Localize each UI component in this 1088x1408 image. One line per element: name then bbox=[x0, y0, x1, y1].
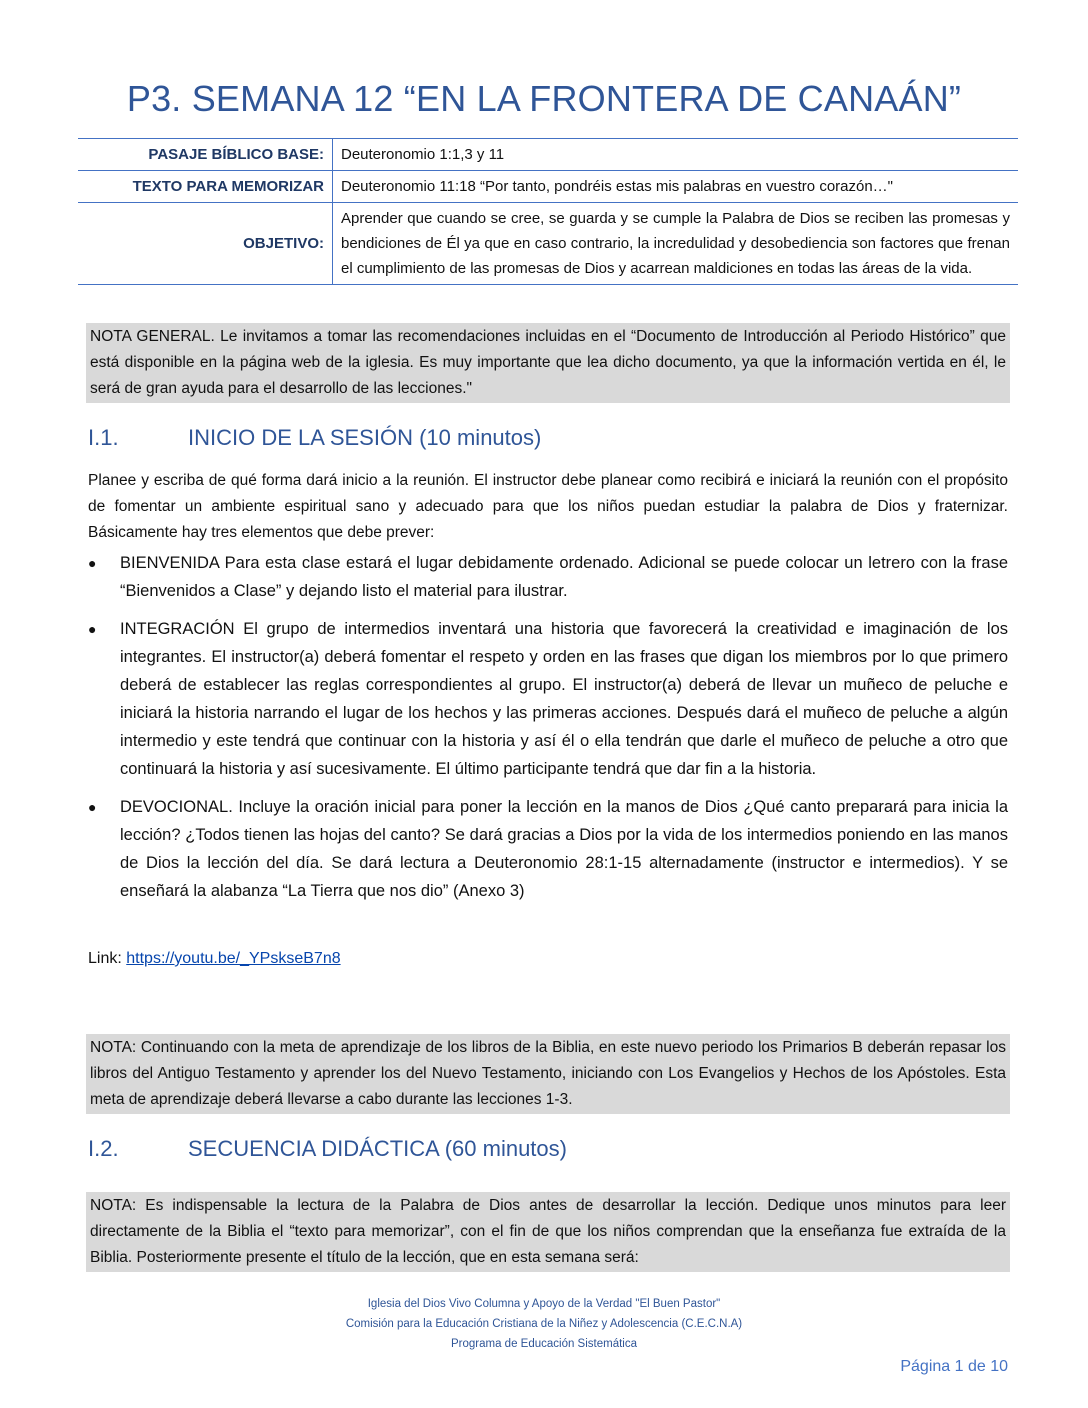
list-item bbox=[88, 615, 1008, 783]
section-intro: Planee y escriba de qué forma dará inicio a la reunión. El instructor debe planear como recibirá e iniciará la reunión con el propósito de fomentar un ambiente espiritual sano y adecuado para que los niños puedan estudiar la palabra de Dios y fraternizar. Básicamente hay tres elementos que debe prever: bbox=[88, 472, 1008, 541]
info-row-pasaje bbox=[78, 139, 1018, 171]
list-item bbox=[88, 793, 1008, 905]
pasaje-label: PASAJE BÍBLICO BASE: bbox=[78, 139, 333, 171]
list-item bbox=[88, 549, 1008, 605]
link-label: Link: bbox=[88, 950, 127, 967]
nota-general: NOTA GENERAL. Le invitamos a tomar las recomendaciones incluidas en el “Documento de Introducción al Periodo Histórico” que está disponible en la página web de la iglesia. Es muy importante que lea dicho documento, ya que la información vertida en él, le será de gran ayuda para el desarrollo de las lecciones." bbox=[86, 323, 1010, 403]
bullet-icon: ● bbox=[88, 555, 97, 571]
footer-commission: Comisión para la Educación Cristiana de la Niñez y Adolescencia (C.E.C.N.A) bbox=[345, 1318, 743, 1330]
info-row-texto bbox=[78, 171, 1018, 203]
list-item-text: DEVOCIONAL. Incluye la oración inicial para poner la lección en la manos de Dios ¿Qué canto preparará para inicia la lección? ¿Todos tienen las hojas del canto? Se dará gracias a Dios por la vida de los intermedios poniendo en las manos de Dios la lección del día. Se dará lectura a Deuteronomio 28:1-15 alternadamente (instructor e intermedios). Y se enseñará la alabanza “La Tierra que nos dio” (Anexo 3) bbox=[120, 798, 1008, 900]
section-heading-secuencia bbox=[88, 1136, 567, 1162]
list-item-text: BIENVENIDA Para esta clase estará el lugar debidamente ordenado. Adicional se puede colocar un letrero con la frase “Bienvenidos a Clase” y dejando listo el material para ilustrar. bbox=[120, 554, 1008, 600]
video-link-line bbox=[88, 950, 341, 968]
footer-church: Iglesia del Dios Vivo Columna y Apoyo de la Verdad "El Buen Pastor" bbox=[367, 1298, 721, 1310]
footer-program: Programa de Educación Sistemática bbox=[450, 1338, 637, 1350]
video-link[interactable]: https://youtu.be/_YPskseB7n8 bbox=[126, 950, 341, 967]
objetivo-value: Aprender que cuando se cree, se guarda y se cumple la Palabra de Dios se reciben las promesas y bendiciones de Él ya que en caso contrario, la incredulidad y desobediencia son factores que frenan el cumplimiento de las promesas de Dios y acarrean maldiciones en todas las áreas de la vida. bbox=[333, 203, 1019, 285]
lesson-info-table bbox=[78, 138, 1018, 285]
nota-lectura: NOTA: Es indispensable la lectura de la Palabra de Dios antes de desarrollar la lección. Dedique unos minutos para leer directamente de la Biblia el “texto para memorizar”, con el fin de que los niños comprendan que la enseñanza fue extraída de la Biblia. Posteriormente presente el título de la lección, que en esta semana será: bbox=[86, 1192, 1010, 1272]
objetivo-label: OBJETIVO: bbox=[78, 203, 333, 285]
page-number: Página 1 de 10 bbox=[900, 1358, 1008, 1375]
texto-value: Deuteronomio 11:18 “Por tanto, pondréis estas mis palabras en vuestro corazón…" bbox=[333, 171, 1019, 203]
texto-label: TEXTO PARA MEMORIZAR bbox=[78, 171, 333, 203]
session-elements-list bbox=[88, 549, 1008, 915]
bullet-icon: ● bbox=[88, 621, 97, 637]
pasaje-value: Deuteronomio 1:1,3 y 11 bbox=[333, 139, 1019, 171]
section-number: I.2. bbox=[88, 1136, 119, 1161]
list-item-text: INTEGRACIÓN El grupo de intermedios inventará una historia que favorecerá la creatividad e imaginación de los integrantes. El instructor(a) deberá fomentar el respeto y orden en las frases que digan los miembros por lo que primero deberá de establecer las reglas correspondientes al grupo. El instructor(a) deberá de llevar un muñeco de peluche e iniciará la historia narrando el lugar de los hechos y las primeras acciones. Después dará el muñeco de peluche a algún intermedio y este tendrá que continuar con la historia y así él o ella tendrán que darle el muñeco de peluche a otro que continuará la historia y así sucesivamente. El último participante tendrá que dar fin a la historia. bbox=[120, 620, 1008, 778]
bullet-icon: ● bbox=[88, 799, 97, 815]
section-heading-inicio bbox=[88, 425, 541, 451]
section-title: INICIO DE LA SESIÓN (10 minutos) bbox=[188, 425, 542, 450]
page-title: P3. SEMANA 12 “EN LA FRONTERA DE CANAÁN” bbox=[126, 78, 962, 119]
info-row-objetivo bbox=[78, 203, 1018, 285]
section-number: I.1. bbox=[88, 425, 119, 450]
nota-libros-biblia: NOTA: Continuando con la meta de aprendizaje de los libros de la Biblia, en este nuevo periodo los Primarios B deberán repasar los libros del Antiguo Testamento y aprender los del Nuevo Testamento, iniciando con Los Evangelios y Hechos de los Apóstoles. Esta meta de aprendizaje deberá llevarse a cabo durante las lecciones 1-3. bbox=[86, 1034, 1010, 1114]
section-title: SECUENCIA DIDÁCTICA (60 minutos) bbox=[188, 1136, 567, 1161]
